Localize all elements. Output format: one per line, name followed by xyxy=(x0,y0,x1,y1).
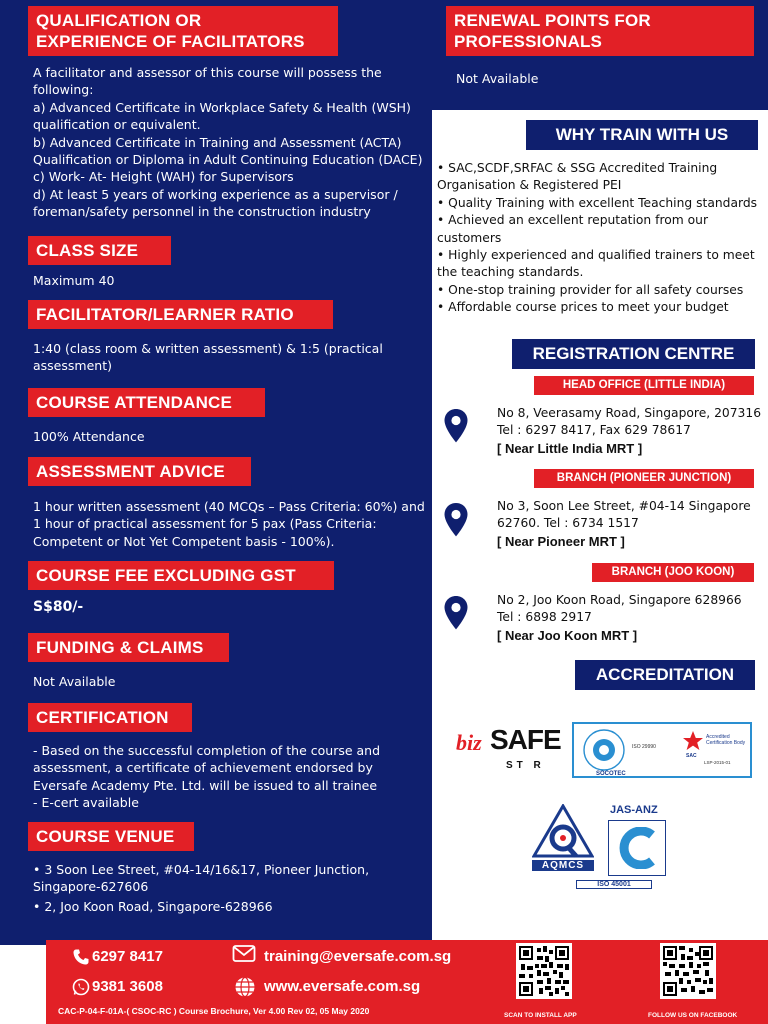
renewal-text: Not Available xyxy=(456,71,539,86)
iso45001-label: ISO 45001 xyxy=(576,880,652,889)
assessment-line1: 1 hour written assessment (40 MCQs – Pass Criteria: 60%) and xyxy=(33,499,425,514)
assessment-line3: Competent or Not Yet Competent basis - 100%). xyxy=(33,533,335,549)
bizsafe-safe: SAFE xyxy=(490,724,561,755)
sac-title: Accredited Certification Body xyxy=(706,734,746,746)
phone-number-1[interactable]: 6297 8417 xyxy=(92,948,163,965)
why-list-line: customers xyxy=(437,230,502,245)
jookoon-label: BRANCH (JOO KOON) xyxy=(592,563,754,582)
ratio-text xyxy=(33,340,428,375)
qr-app-icon xyxy=(519,946,569,996)
qualification-heading xyxy=(28,6,338,56)
assessment-heading: ASSESSMENT ADVICE xyxy=(28,457,251,486)
location-pin-icon xyxy=(443,502,469,538)
ratio-line2: assessment) xyxy=(33,358,112,374)
ratio-heading: FACILITATOR/LEARNER RATIO xyxy=(28,300,333,329)
jasanz-logo xyxy=(602,804,672,884)
head-office-address xyxy=(497,405,767,458)
phone-number-2[interactable]: 9381 3608 xyxy=(92,978,163,995)
right-column xyxy=(432,110,768,945)
jookoon-address xyxy=(497,592,767,645)
pioneer-label: BRANCH (PIONEER JUNCTION) xyxy=(534,469,754,488)
why-list-line: • One-stop training provider for all safety courses xyxy=(437,282,744,297)
location-pin-icon xyxy=(443,408,469,444)
socotec-iso: ISO 29990 xyxy=(632,744,656,750)
why-list-line: • Achieved an excellent reputation from our xyxy=(437,213,709,228)
registration-heading: REGISTRATION CENTRE xyxy=(512,339,755,369)
socotec-sac-logo xyxy=(572,722,752,778)
renewal-section xyxy=(432,0,768,110)
document-reference: CAC-P-04-F-01A-( CSOC-RC ) Course Brochure, Ver 4.00 Rev 02, 05 May 2020 xyxy=(58,1006,370,1016)
qualification-line: d) At least 5 years of working experience as a supervisor / xyxy=(33,186,398,202)
aqmcs-triangle-icon xyxy=(532,804,594,858)
bizsafe-logo xyxy=(456,724,561,784)
funding-heading: FUNDING & CLAIMS xyxy=(28,633,229,662)
assessment-line2: 1 hour of practical assessment for 5 pax (Pass Criteria: xyxy=(33,516,377,532)
sac-star-icon xyxy=(682,730,704,752)
head-office-mrt: [ Near Little India MRT ] xyxy=(497,440,643,456)
qualification-heading-line1: QUALIFICATION OR xyxy=(36,11,202,30)
why-list-line: • Affordable course prices to meet your budget xyxy=(437,300,729,315)
venue-line1: • 3 Soon Lee Street, #04-14/16&17, Pioneer Junction, xyxy=(33,862,370,877)
qr-code-app[interactable] xyxy=(516,943,572,999)
head-office-label: HEAD OFFICE (LITTLE INDIA) xyxy=(534,376,754,395)
head-office-line1: No 8, Veerasamy Road, Singapore, 207316 xyxy=(497,406,762,420)
email-icon xyxy=(232,944,256,964)
why-list-line: • Highly experienced and qualified trainers to meet xyxy=(437,248,755,263)
website-link[interactable]: www.eversafe.com.sg xyxy=(264,978,421,995)
aqmcs-logo xyxy=(528,804,598,882)
qualification-line: c) Work- At- Height (WAH) for Supervisors xyxy=(33,169,294,185)
qualification-line: foreman/safety personnel in the construction industry xyxy=(33,204,371,220)
qualification-line: following: xyxy=(33,82,94,98)
certification-line4: - E-cert available xyxy=(33,795,139,811)
qualification-line: qualification or equivalent. xyxy=(33,117,201,133)
why-list-line: • SAC,SCDF,SRFAC & SSG Accredited Training xyxy=(437,161,718,175)
assessment-text xyxy=(33,498,428,550)
certification-line2: assessment, a certificate of achievement endorsed by xyxy=(33,760,373,776)
socotec-badge-icon xyxy=(582,728,626,772)
class-size-text: Maximum 40 xyxy=(33,273,115,288)
qr-facebook-icon xyxy=(663,946,713,996)
qualification-heading-line2: EXPERIENCE OF FACILITATORS xyxy=(36,32,305,51)
footer-bar xyxy=(46,940,768,1024)
fee-price: S$80/- xyxy=(33,599,84,615)
sac-label: SAC xyxy=(686,753,697,759)
jasanz-label: JAS-ANZ xyxy=(610,804,658,816)
renewal-heading-line1: RENEWAL POINTS FOR xyxy=(454,11,651,30)
pioneer-mrt: [ Near Pioneer MRT ] xyxy=(497,533,625,549)
jookoon-line1: No 2, Joo Koon Road, Singapore 628966 xyxy=(497,593,742,607)
class-size-heading: CLASS SIZE xyxy=(28,236,171,265)
jasanz-frame xyxy=(608,820,666,876)
attendance-text: 100% Attendance xyxy=(33,429,145,444)
why-heading: WHY TRAIN WITH US xyxy=(526,120,758,150)
aqmcs-label: AQMCS xyxy=(532,860,594,871)
certification-heading: CERTIFICATION xyxy=(28,703,192,732)
venue-heading: COURSE VENUE xyxy=(28,822,194,851)
renewal-heading xyxy=(446,6,754,56)
sac-code: LSP-2015-01 xyxy=(704,760,731,765)
renewal-heading-line2: PROFESSIONALS xyxy=(454,32,603,51)
location-pin-icon xyxy=(443,595,469,631)
socotec-name: SOCOTEC xyxy=(596,771,626,777)
why-list-line: Organisation & Registered PEI xyxy=(437,178,622,193)
pioneer-line1: No 3, Soon Lee Street, #04-14 Singapore xyxy=(497,499,751,513)
qr-app-label: SCAN TO INSTALL APP xyxy=(504,1012,577,1019)
whatsapp-icon xyxy=(72,978,90,996)
certification-text xyxy=(33,742,428,812)
qr-code-facebook[interactable] xyxy=(660,943,716,999)
venue-line3: • 2, Joo Koon Road, Singapore-628966 xyxy=(33,898,273,914)
qualification-line: Qualification or Diploma in Adult Continuing Education (DACE) xyxy=(33,152,423,168)
qualification-line: A facilitator and assessor of this course will possess the xyxy=(33,65,382,80)
qualification-line: b) Advanced Certificate in Training and Assessment (ACTA) xyxy=(33,134,402,150)
bizsafe-star: ST R xyxy=(506,760,545,771)
qualification-text xyxy=(33,64,428,221)
pioneer-line2: 62760. Tel : 6734 1517 xyxy=(497,516,639,531)
venue-line2: Singapore-627606 xyxy=(33,879,149,895)
jookoon-mrt: [ Near Joo Koon MRT ] xyxy=(497,627,638,643)
pioneer-address xyxy=(497,498,767,551)
accreditation-heading: ACCREDITATION xyxy=(575,660,755,690)
jasanz-c-icon xyxy=(618,827,658,869)
funding-text: Not Available xyxy=(33,674,116,689)
venue-text xyxy=(33,861,428,915)
fee-heading: COURSE FEE EXCLUDING GST xyxy=(28,561,334,590)
bizsafe-biz: biz xyxy=(456,730,482,755)
ratio-line1: 1:40 (class room & written assessment) & 1:5 (practical xyxy=(33,341,383,356)
why-list xyxy=(437,160,767,317)
email-link[interactable]: training@eversafe.com.sg xyxy=(264,948,452,965)
qr-facebook-label: FOLLOW US ON FACEBOOK xyxy=(648,1012,738,1019)
globe-icon xyxy=(234,976,256,998)
certification-line3: Eversafe Academy Pte. Ltd. will be issued to all trainee xyxy=(33,777,378,793)
certification-line1: - Based on the successful completion of the course and xyxy=(33,743,381,758)
why-list-line: • Quality Training with excellent Teaching standards xyxy=(437,195,758,210)
head-office-line2: Tel : 6297 8417, Fax 629 78617 xyxy=(497,423,691,438)
jookoon-line2: Tel : 6898 2917 xyxy=(497,610,592,625)
attendance-heading: COURSE ATTENDANCE xyxy=(28,388,265,417)
phone-icon xyxy=(72,948,90,966)
why-list-line: the teaching standards. xyxy=(437,265,584,280)
qualification-line: a) Advanced Certificate in Workplace Safety & Health (WSH) xyxy=(33,99,411,115)
